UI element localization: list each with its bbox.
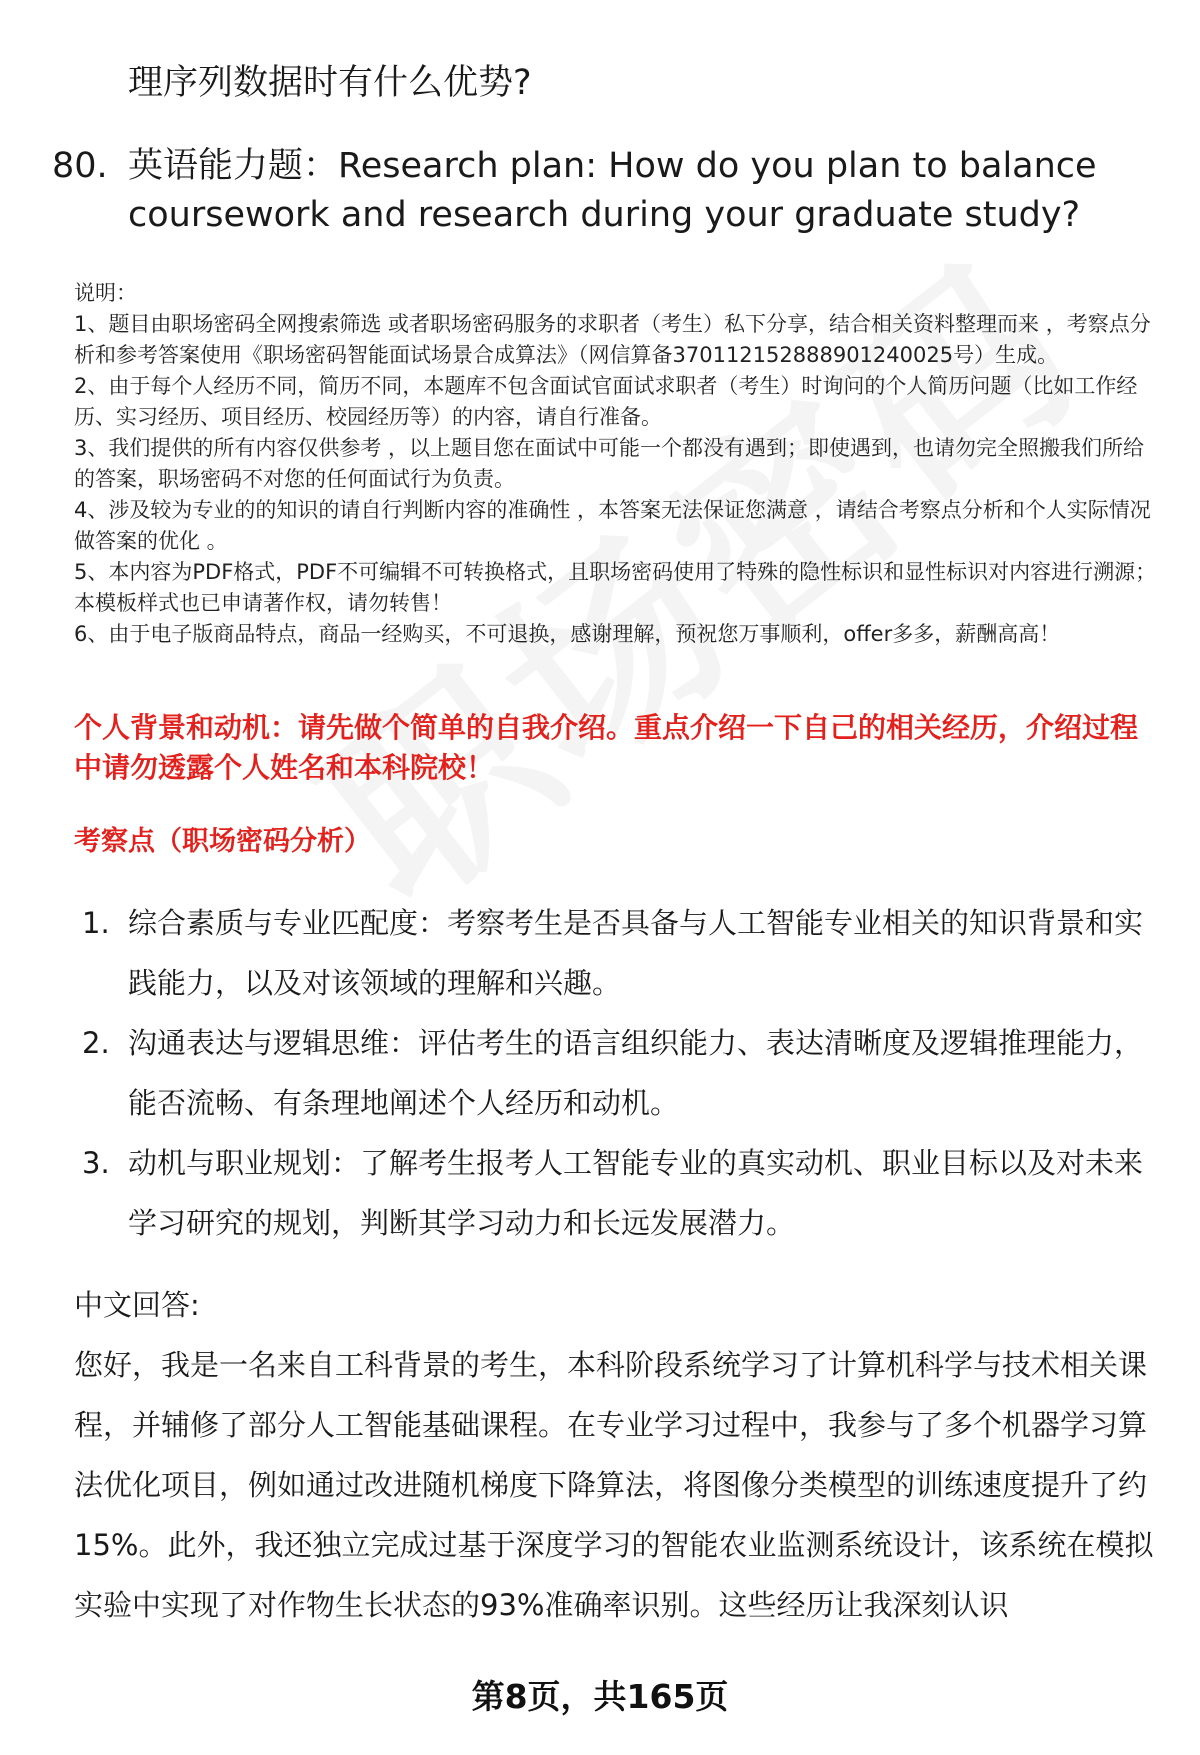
note-item: 3、我们提供的所有内容仅供参考 ，以上题目您在面试中可能一个都没有遇到；即使遇到，也请勿完全照搬我们所给的答案，职场密码不对您的任何面试行为负责。 — [74, 436, 1145, 491]
notes-block — [74, 278, 1164, 650]
notes-title: 说明： — [74, 281, 137, 305]
point-text: 动机与职业规划：了解考生报考人工智能专业的真实动机、职业目标以及对未来学习研究的规划，判断其学习动力和长远发展潜力。 — [128, 1146, 1144, 1240]
analysis-heading: 考察点（职场密码分析） — [74, 826, 371, 857]
analysis-point — [82, 1013, 1162, 1133]
page-number: 第8页，共165页 — [471, 1677, 729, 1716]
note-item: 4、涉及较为专业的的知识的请自行判断内容的准确性 ，本答案无法保证您满意 ，请结合考察点分析和个人实际情况做答案的优化 。 — [74, 498, 1151, 553]
answer-text: 您好，我是一名来自工科背景的考生，本科阶段系统学习了计算机科学与技术相关课程，并辅修了部分人工智能基础课程。在专业学习过程中，我参与了多个机器学习算法优化项目，例如通过改进随机梯度下降算法，将图像分类模型的训练速度提升了约15%。此外，我还独立完成过基于深度学习的智能农业监测系统设计，该系统在模拟实验中实现了对作物生长状态的93%准确率识别。这些经历让我深刻认识 — [74, 1348, 1154, 1622]
analysis-point — [82, 893, 1162, 1013]
answer-heading: 中文回答: — [74, 1288, 200, 1322]
point-text: 综合素质与专业匹配度：考察考生是否具备与人工智能专业相关的知识背景和实践能力，以及对该领域的理解和兴趣。 — [128, 906, 1144, 1000]
previous-question-continuation: 理序列数据时有什么优势? — [128, 63, 532, 103]
analysis-points — [82, 893, 1162, 1253]
note-item: 5、本内容为PDF格式，PDF不可编辑不可转换格式，且职场密码使用了特殊的隐性标识和显性标识对内容进行溯源；本模板样式也已申请著作权，请勿转售！ — [74, 560, 1157, 615]
analysis-point — [82, 1133, 1162, 1253]
note-item: 6、由于电子版商品特点，商品一经购买，不可退换，感谢理解，预祝您万事顺利，offer多多，薪酬高高！ — [74, 622, 1061, 646]
question-number: 80. — [52, 146, 108, 186]
point-number: 2. — [82, 1026, 110, 1060]
note-item: 2、由于每个人经历不同，简历不同，本题库不包含面试官面试求职者（考生）时询问的个人简历问题（比如工作经历、实习经历、项目经历、校园经历等）的内容，请自行准备。 — [74, 374, 1138, 429]
question-text: 英语能力题：Research plan: How do you plan to balance coursework and research during your graduate study? — [128, 146, 1097, 235]
point-number: 1. — [82, 906, 110, 940]
note-item: 1、题目由职场密码全网搜索筛选 或者职场密码服务的求职者（考生）私下分享，结合相关资料整理而来 ，考察点分析和参考答案使用《职场密码智能面试场景合成算法》（网信算备370112152888901240025号）生成。 — [74, 312, 1151, 367]
point-number: 3. — [82, 1146, 110, 1180]
point-text: 沟通表达与逻辑思维：评估考生的语言组织能力、表达清晰度及逻辑推理能力，能否流畅、有条理地阐述个人经历和动机。 — [128, 1026, 1144, 1120]
current-question: 个人背景和动机：请先做个简单的自我介绍。重点介绍一下自己的相关经历，介绍过程中请勿透露个人姓名和本科院校！ — [74, 711, 1139, 784]
